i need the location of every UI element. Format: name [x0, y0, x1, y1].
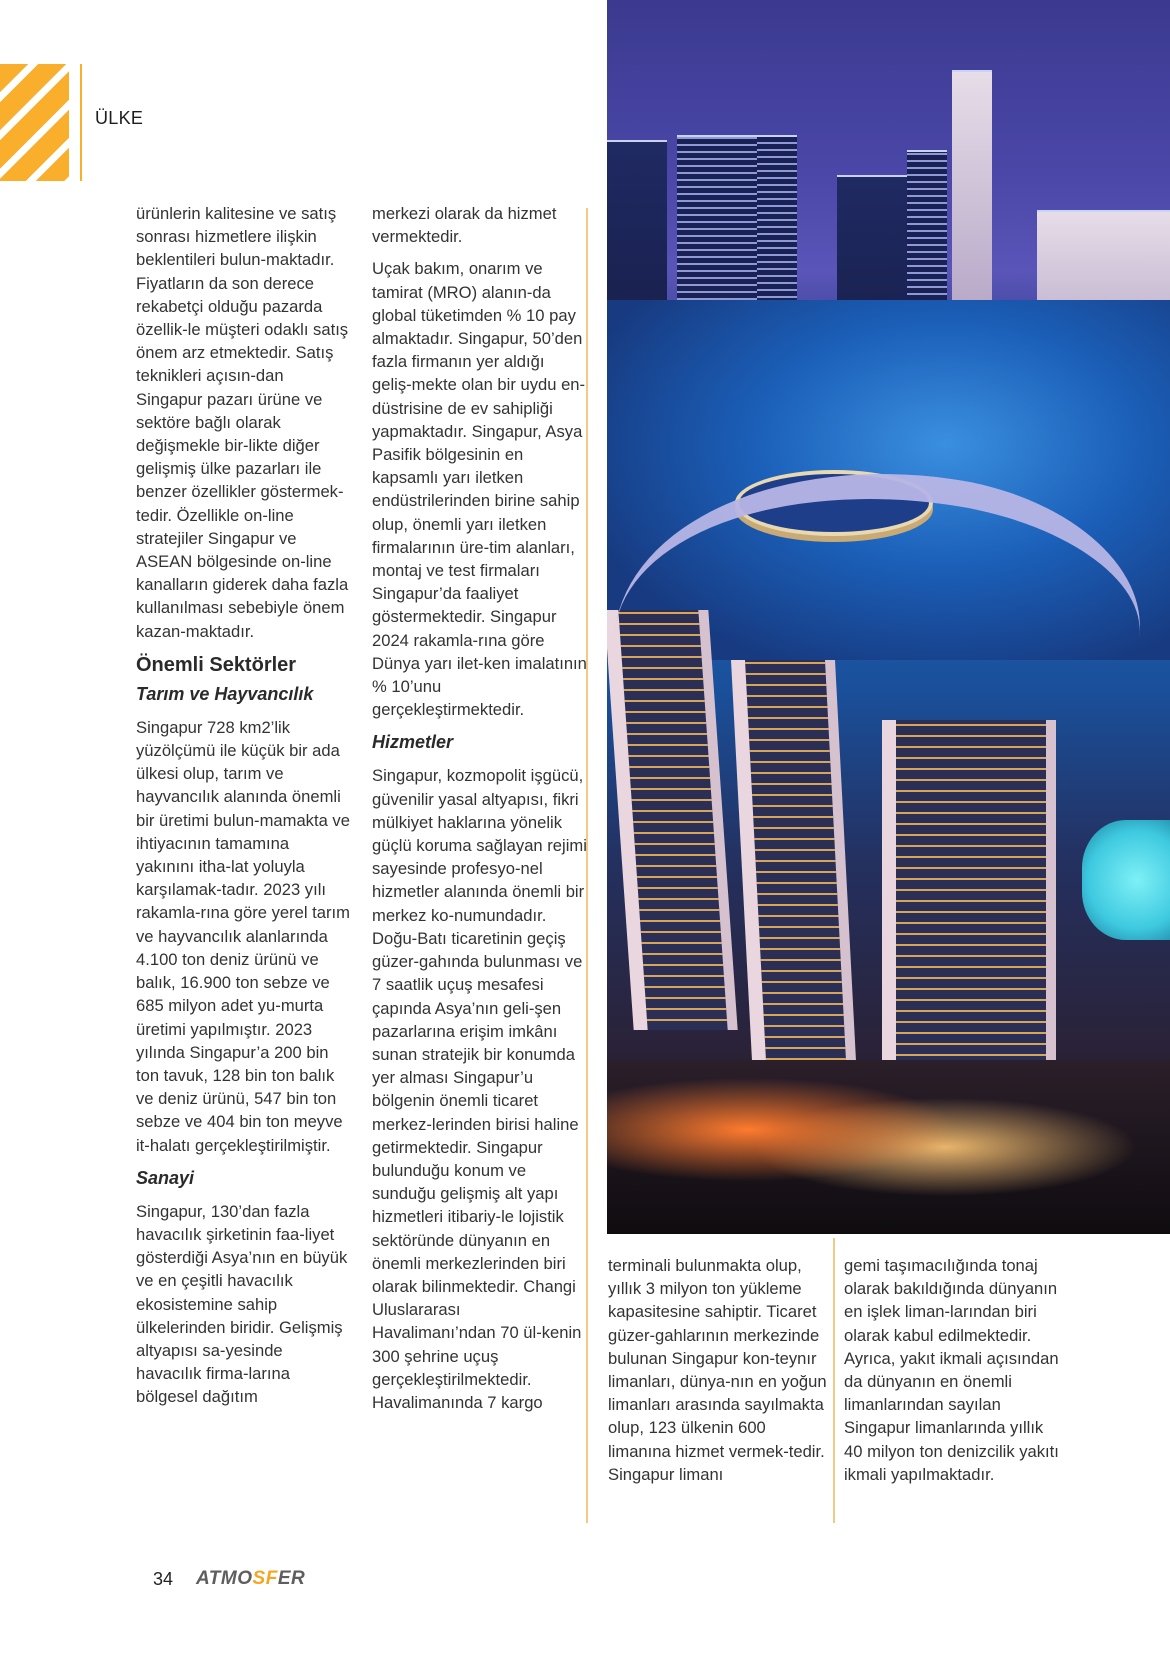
- subheading-industry: Sanayi: [136, 1167, 195, 1188]
- page-number: 34: [153, 1569, 174, 1589]
- article-column-1: [136, 202, 351, 1409]
- paragraph: Singapur, 130’dan fazla havacılık şirketinin faa-liyet gösterdiği Asya’nın en büyük ve en çeşitli havacılık ekosistemine sahip ülkelerinden biridir. Gelişmiş altyapısı sa-yesinde havacılık firma-larına bölgesel dağıtım: [136, 1201, 348, 1407]
- magazine-logo: [196, 1568, 305, 1590]
- logo-text: ER: [277, 1568, 306, 1589]
- paragraph: Uçak bakım, onarım ve tamirat (MRO) alanın-da global tüketimden % 10 pay almaktadır. Singapur, 50’den fazla firmanın yer aldığı geliş-mekte olan bir uydu en-düstrisine de ev sahipliği yapmaktadır. Singapur, Asya Pasifik bölgesinin en kapsamlı yarı iletken endüstrilerinden birine sahip olup, önemli yarı iletken firmalarının üre-tim alanları, montaj ve test firmaları Singapur’da faaliyet göstermektedir. Singapur 2024 rakamla-rına göre Dünya yarı ilet-ken imalatının % 10’unu gerçekleştirmektedir.: [372, 259, 587, 720]
- paragraph: Singapur 728 km2’lik yüzölçümü ile küçük bir ada ülkesi olup, tarım ve hayvancılık alanında önemli bir üretimi bulun-mamakta ve ihtiyacının tamamına yakınını itha-lat yoluyla karşılamak-tadır. 2023 yılı rakamla-rına göre yerel tarım ve hayvancılık alanlarında 4.100 ton deniz ürünü ve balık, 16.900 ton sebze ve 685 milyon adet yu-murta üretimi yapılmıştır. 2023 yılında Singapur’a 200 bin ton tavuk, 128 bin ton balık ve deniz ürünü, 547 bin ton sebze ve 404 bin ton meyve it-halatı gerçekleştirilmiştir.: [136, 717, 350, 1155]
- paragraph: terminali bulunmakta olup, yıllık 3 milyon ton yükleme kapasitesine sahiptir. Ticaret güzer-gahlarının merkezinde bulunan Singapur kon-teynır limanları, dünya-nın en yoğun limanları arasında sayılmakta olup, 123 ülkenin 600 limanına hizmet vermek-tedir. Singapur limanı: [608, 1256, 827, 1484]
- photo-marina-bay-sands: [607, 0, 1170, 1234]
- decorative-stripes-icon: [0, 64, 69, 181]
- pool: [1082, 820, 1170, 940]
- article-column-3: [608, 1254, 828, 1486]
- section-divider: [80, 64, 82, 181]
- city-lights: [607, 1060, 1170, 1234]
- paragraph: merkezi olarak da hizmet vermektedir.: [372, 204, 557, 247]
- paragraph: Singapur, kozmopolit işgücü, güvenilir yasal altyapısı, fikri mülkiyet haklarına yönelik güçlü koruma sağlayan rejimi sayesinde profesyo-nel hizmetler alanında önemli bir merkez ko-numundadır. Doğu-Batı ticaretinin geçiş güzer-gahında bulunması ve 7 saatlik uçuş mesafesi çapında Asya’nın geli-şen pazarlarına erişim imkânı sunan stratejik bir konumda yer alması Singapur’u bölgenin önemli ticaret merkez-lerinden birisi haline getirmektedir. Singapur bulunduğu konum ve sunduğu gelişmiş alt yapı hizmetleri itibariy-le lojistik sektöründe dünyanın en önemli merkezlerinden biri olarak bilinmektedir. Changi Uluslararası Havalimanı’ndan 70 ül-kenin 300 şehrine uçuş gerçekleştirilmektedir. Havalimanında 7 kargo: [372, 766, 587, 1412]
- section-heading: Önemli Sektörler: [136, 653, 297, 676]
- section-label: ÜLKE: [95, 108, 144, 128]
- article-column-2: [372, 202, 587, 1414]
- paragraph: gemi taşımacılığında tonaj olarak bakıldığında dünyanın en işlek liman-larından biri olarak kabul edilmektedir. Ayrıca, yakıt ikmali açısından da dünyanın en önemli limanlarından sayılan Singapur limanlarında yıllık 40 milyon ton denizcilik yakıtı ikmali yapılmaktadır.: [844, 1256, 1059, 1484]
- paragraph: ürünlerin kalitesine ve satış sonrası hizmetlere ilişkin beklentileri bulun-maktadır. Fiyatların da son derece rekabetçi olduğu pazarda özellik-le müşteri odaklı satış önem arz etmektedir. Satış teknikleri açısın-dan Singapur pazarı ürüne ve sektöre bağlı olarak değişmekle bir-likte diğer gelişmiş ülke pazarları ile benzer özellikler göstermek-tedir. Özellikle on-line stratejiler Singapur ve ASEAN bölgesinde on-line kanalların giderek daha fazla kullanılması sebebiyle önem kazan-maktadır.: [136, 204, 349, 641]
- article-column-4: [844, 1254, 1064, 1486]
- subheading-agriculture: Tarım ve Hayvancılık: [136, 683, 314, 704]
- logo-accent: SF: [252, 1568, 278, 1589]
- logo-text: ATMO: [196, 1568, 253, 1589]
- subheading-services: Hizmetler: [372, 732, 454, 753]
- column-divider: [833, 1238, 835, 1523]
